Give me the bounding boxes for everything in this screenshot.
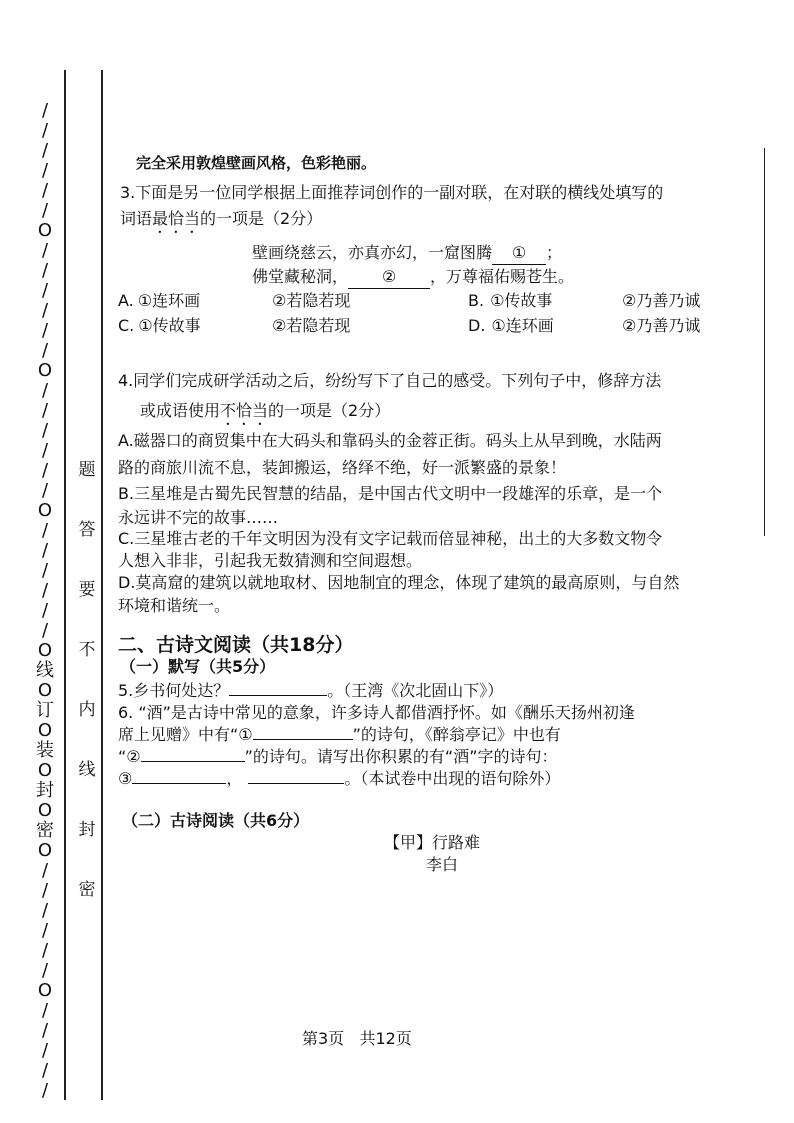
page-number: 第3页 共12页 bbox=[302, 1029, 412, 1048]
couplet2-b: ，万尊福佑赐苍生。 bbox=[430, 267, 575, 286]
couplet1-b: ； bbox=[546, 243, 563, 262]
q6-line3 bbox=[118, 746, 558, 768]
binding-mark: / bbox=[41, 940, 49, 961]
section-title: 二、古诗文阅读（共18分） bbox=[118, 634, 354, 656]
binding-mark: O bbox=[37, 500, 53, 521]
q4-option-b-line2: 永远讲不完的故事…… bbox=[118, 508, 279, 527]
q6-blank-3a[interactable] bbox=[132, 783, 226, 784]
q3-option-d2: ②乃善乃诚 bbox=[622, 316, 701, 335]
binding-mark: 封 bbox=[36, 780, 54, 801]
q3-stem-emph: 最恰当 bbox=[152, 209, 201, 228]
binding-mark: O bbox=[37, 360, 53, 381]
binding-warning-char: 要 bbox=[78, 580, 96, 600]
q5-b: 。（王湾《次北固山下》） bbox=[327, 681, 504, 700]
binding-mark: / bbox=[41, 460, 49, 481]
binding-mark: / bbox=[41, 140, 49, 161]
option-part1: ①传故事 bbox=[490, 291, 553, 310]
binding-mark: / bbox=[41, 260, 49, 281]
binding-warning-char: 封 bbox=[78, 820, 96, 840]
q4-stem-b: 的一项是（2分） bbox=[268, 401, 391, 420]
option-label: C. bbox=[118, 316, 135, 335]
binding-mark: O bbox=[37, 980, 53, 1001]
binding-mark: / bbox=[41, 440, 49, 461]
option-label: B. bbox=[468, 291, 485, 310]
binding-mark: / bbox=[41, 560, 49, 581]
binding-warning-char: 答 bbox=[78, 520, 96, 540]
q6-blank-1[interactable] bbox=[253, 739, 353, 740]
binding-mark: / bbox=[41, 300, 49, 321]
q3-option-b bbox=[468, 290, 552, 312]
binding-mark: / bbox=[41, 180, 49, 201]
binding-mark: / bbox=[41, 1040, 49, 1061]
q4-option-d-line2: 环境和谐统一。 bbox=[118, 596, 231, 615]
q4-stem-line2 bbox=[140, 400, 390, 429]
binding-mark: / bbox=[41, 120, 49, 141]
binding-mark: O bbox=[37, 840, 53, 861]
q4-option-a-line2: 路的商旅川流不息，装卸搬运，络绎不绝，好一派繁盛的景象！ bbox=[118, 458, 567, 477]
binding-warning-char: 题 bbox=[78, 460, 96, 480]
q4-stem-a: 或成语使用 bbox=[140, 401, 221, 420]
binding-mark: / bbox=[41, 340, 49, 361]
subsection-poetry: （二）古诗阅读（共6分） bbox=[122, 811, 310, 830]
q4-option-a-line1: A.磁器口的商贸集中在大码头和靠码头的金蓉正街。码头上从早到晚，水陆两 bbox=[118, 431, 662, 450]
option-part1: ①连环画 bbox=[491, 316, 554, 335]
couplet2-a: 佛堂藏秘洞， bbox=[252, 267, 349, 286]
binding-mark: / bbox=[41, 960, 49, 981]
q6-l2b: ”的诗句，《醉翁亭记》中也有 bbox=[352, 725, 561, 744]
q5 bbox=[118, 680, 503, 702]
binding-mark: / bbox=[41, 320, 49, 341]
binding-mark: / bbox=[41, 860, 49, 881]
q6-l3a: “② bbox=[118, 747, 141, 766]
binding-mark: / bbox=[41, 540, 49, 561]
q5-answer-blank[interactable] bbox=[229, 695, 327, 696]
binding-mark: / bbox=[41, 520, 49, 541]
option-part1: ①连环画 bbox=[137, 291, 201, 310]
couplet-line2 bbox=[252, 266, 574, 289]
q2-tail: 完全采用敦煌壁画风格，色彩艳丽。 bbox=[136, 154, 377, 172]
q6-blank-2[interactable] bbox=[141, 761, 245, 762]
binding-warning-char: 线 bbox=[78, 760, 96, 780]
q4-option-c-line1: C.三星堆古老的千年文明因为没有文字记载而倍显神秘，出土的大多数文物令 bbox=[118, 529, 663, 548]
binding-mark: / bbox=[41, 380, 49, 401]
q3-stem-a: 词语 bbox=[120, 209, 153, 228]
binding-mark: / bbox=[41, 200, 49, 221]
binding-mark: / bbox=[41, 400, 49, 421]
q3-stem-line2 bbox=[120, 208, 322, 237]
binding-mark: O bbox=[37, 680, 53, 701]
q3-option-c2: ②若隐若现 bbox=[272, 316, 351, 335]
binding-mark: O bbox=[37, 720, 53, 741]
binding-mark: 密 bbox=[36, 820, 54, 841]
binding-margin-inner bbox=[70, 455, 104, 935]
q6-l4a: ③ bbox=[118, 769, 133, 788]
q3-stem-line1: 3.下面是另一位同学根据上面推荐词创作的一副对联，在对联的横线处填写的 bbox=[120, 183, 664, 202]
q4-stem-line1: 4.同学们完成研学活动之后，纷纷写下了自己的感受。下列句子中，修辞方法 bbox=[118, 371, 662, 390]
q3-option-a bbox=[118, 290, 200, 312]
q4-option-d-line1: D.莫高窟的建筑以就地取材、因地制宜的理念，体现了建筑的最高原则，与自然 bbox=[118, 573, 680, 592]
binding-mark: / bbox=[41, 880, 49, 901]
q3-option-b2: ②乃善乃诚 bbox=[622, 291, 701, 310]
q3-stem-b: 的一项是（2分） bbox=[200, 209, 323, 228]
binding-warning-char: 密 bbox=[78, 880, 96, 900]
binding-mark: / bbox=[41, 1020, 49, 1041]
q4-option-c-line2: 人想入非非，引起我无数猜测和空间遐想。 bbox=[118, 551, 423, 570]
q6-l2a: 席上见赠》中有“① bbox=[118, 725, 253, 744]
binding-mark: / bbox=[41, 280, 49, 301]
binding-mark: / bbox=[41, 600, 49, 621]
q6-l3b: ”的诗句。请写出你积累的有“酒”字的诗句： bbox=[244, 747, 558, 766]
binding-mark: / bbox=[41, 480, 49, 501]
q3-option-c bbox=[118, 315, 201, 337]
q4-stem-emph: 不恰当 bbox=[220, 401, 269, 420]
binding-mark: / bbox=[41, 1060, 49, 1081]
option-part1: ①传故事 bbox=[138, 316, 201, 335]
poem-author: 李白 bbox=[426, 855, 459, 874]
q4-option-b-line1: B.三星堆是古蜀先民智慧的结晶，是中国古代文明中一段雄浑的乐章，是一个 bbox=[118, 484, 663, 503]
binding-mark: / bbox=[41, 1080, 49, 1101]
binding-mark: / bbox=[41, 920, 49, 941]
q5-a: 5.乡书何处达？ bbox=[118, 681, 230, 700]
couplet1-blank: ① bbox=[492, 242, 546, 265]
binding-margin-outer bbox=[28, 100, 62, 1100]
binding-mark: / bbox=[41, 160, 49, 181]
binding-mark: O bbox=[37, 760, 53, 781]
binding-mark: 装 bbox=[36, 740, 54, 761]
binding-mark: / bbox=[41, 1000, 49, 1021]
q6-line4 bbox=[118, 768, 560, 790]
binding-warning-char: 不 bbox=[78, 640, 96, 660]
option-label: A. bbox=[118, 291, 134, 310]
binding-mark: 订 bbox=[36, 700, 54, 721]
binding-mark: / bbox=[41, 620, 49, 641]
binding-mark: / bbox=[41, 420, 49, 441]
option-label: D. bbox=[468, 316, 486, 335]
couplet1-a: 壁画绕慈云，亦真亦幻，一窟图腾 bbox=[252, 243, 493, 262]
poem-title: 【甲】行路难 bbox=[384, 833, 481, 852]
binding-mark: O bbox=[37, 640, 53, 661]
q3-option-a2: ②若隐若现 bbox=[272, 291, 351, 310]
subsection-dictation: （一）默写（共5分） bbox=[120, 657, 276, 676]
binding-mark: / bbox=[41, 580, 49, 601]
binding-warning-char: 内 bbox=[78, 700, 96, 720]
couplet-line1 bbox=[252, 242, 562, 265]
couplet2-blank: ② bbox=[348, 266, 430, 289]
binding-mark: / bbox=[41, 240, 49, 261]
binding-mark: / bbox=[41, 100, 49, 121]
binding-mark: / bbox=[41, 900, 49, 921]
binding-mark: 线 bbox=[36, 660, 54, 681]
q6-l4b: ， bbox=[226, 769, 243, 788]
page-edge-right bbox=[764, 148, 765, 536]
q3-option-d bbox=[468, 315, 554, 337]
binding-line-left bbox=[64, 70, 66, 1100]
q6-l4c: 。（本试卷中出现的语句除外） bbox=[344, 769, 561, 788]
binding-mark: O bbox=[37, 220, 53, 241]
q6-blank-3b[interactable] bbox=[248, 783, 344, 784]
q6-line2 bbox=[118, 724, 561, 746]
binding-mark: O bbox=[37, 800, 53, 821]
q6-line1: 6. “酒”是古诗中常见的意象，许多诗人都借酒抒怀。如《酬乐天扬州初逢 bbox=[118, 703, 635, 722]
